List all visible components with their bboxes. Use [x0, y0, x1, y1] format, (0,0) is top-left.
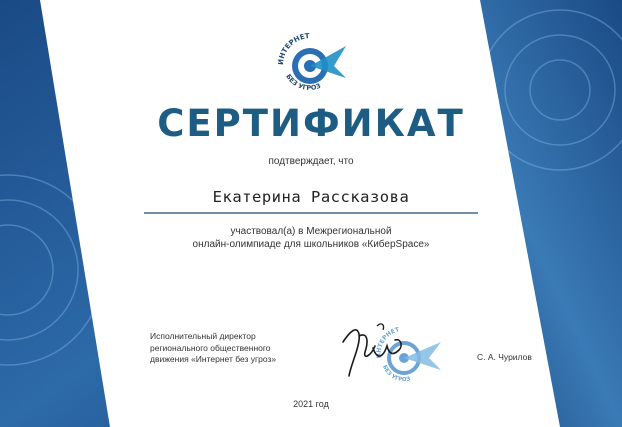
signer-title [150, 331, 276, 366]
logo-top-text: ИНТЕРНЕТ [276, 32, 310, 66]
certificate-title: СЕРТИФИКАТ [157, 102, 465, 145]
signer-initials: С. А. Чурилов [477, 352, 532, 362]
recipient-name: Екатерина Рассказова [212, 188, 410, 206]
handwritten-signature [337, 320, 412, 382]
participation-line-1: участвовал(а) в Межрегиональной [230, 226, 392, 237]
signer-line-1: Исполнительный директор [150, 331, 256, 341]
stamp-bottom-text: БЕЗ УГРОЗ [381, 364, 412, 384]
confirms-text: подтверждает, что [268, 156, 354, 167]
internet-bez-ugroz-logo [274, 28, 350, 98]
signer-line-2: регионального общественного [150, 342, 271, 353]
logo-bottom-text: БЕЗ УГРОЗ [284, 72, 322, 92]
signer-line-3: движения «Интернет без угроз» [150, 354, 277, 364]
participation-line-2: онлайн-олимпиаде для школьников «КиберSpace» [192, 239, 430, 250]
stamp-top-text: ИНТЕРНЕТ [375, 326, 401, 359]
certificate-year: 2021 год [293, 399, 329, 409]
participation-text [0, 225, 622, 251]
name-underline [144, 212, 478, 214]
